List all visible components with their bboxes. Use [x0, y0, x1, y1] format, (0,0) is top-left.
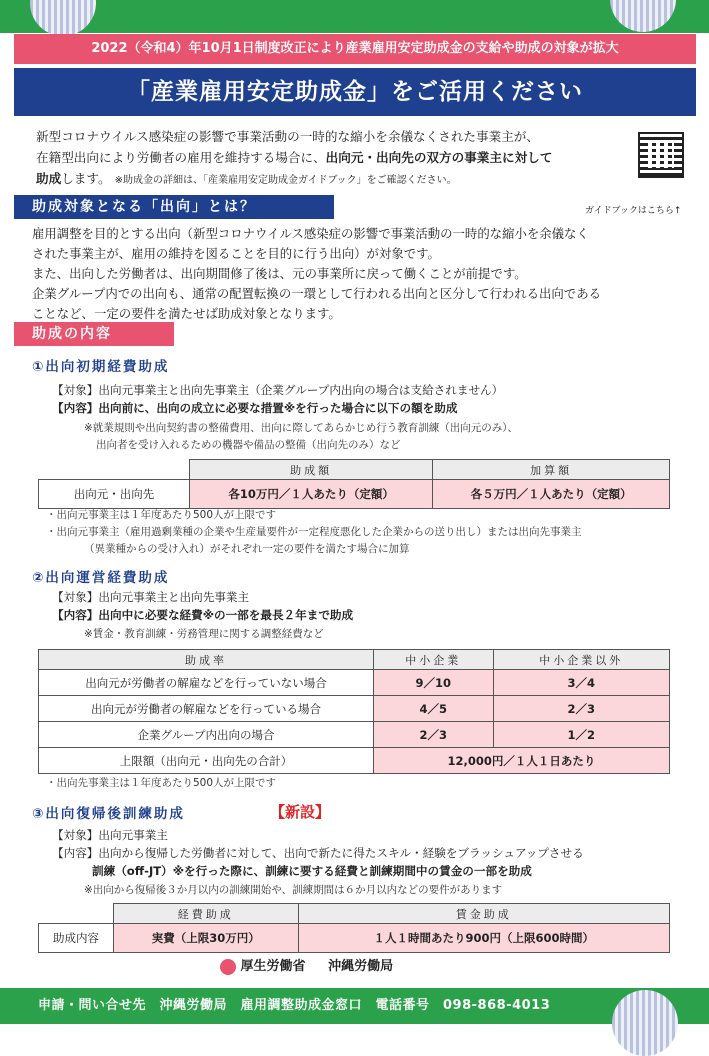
intro-text [36, 126, 636, 191]
decorative-circle [612, 990, 678, 1056]
top-green-bar [0, 0, 709, 33]
table-header: 経費助成 [114, 904, 299, 924]
intro-line: 新型コロナウイルス感染症の影響で事業活動の一時的な縮小を余儀なくされた事業主が、 [36, 129, 539, 144]
table-cell: 9／10 [374, 670, 494, 696]
table-cell: 実費（上限30万円） [114, 924, 299, 953]
table-row-label: 助成内容 [39, 924, 114, 953]
table-operating-costs [38, 649, 670, 774]
sub1-after: ・出向元事業主は１年度あたり500人が上限です [46, 509, 277, 521]
section-heading-shukko: 助成対象となる「出向」とは？ [14, 195, 334, 219]
sub3-taisho: 【対象】出向元事業主 [52, 828, 168, 842]
subheading-3: ③出向復帰後訓練助成 [32, 806, 185, 822]
body-line: ことなど、一定の要件を満たせば助成対象となります。 [32, 306, 341, 321]
footer-contact: 申請・問い合せ先 沖縄労働局 雇用調整助成金窓口 電話番号 098-868-4013 [0, 988, 709, 1024]
intro-note: ※助成金の詳細は、「産業雇用安定助成金ガイドブック」をご確認ください。 [114, 175, 457, 186]
sub1-after: （異業種からの受け入れ）がそれぞれ一定の要件を満たす場合に加算 [84, 543, 410, 555]
new-badge: 【新設】 [270, 803, 331, 821]
table-header: 中小企業 [374, 650, 494, 670]
ministry-name: 厚生労働省 [240, 959, 306, 974]
table-cell: 1／2 [493, 722, 669, 748]
body-line: された事業主が、雇用の維持を図ることを目的に行う出向）が対象です。 [32, 246, 440, 261]
table-header: 助成額 [190, 460, 433, 480]
table-cell: 3／4 [493, 670, 669, 696]
table-header: 助成率 [39, 650, 374, 670]
table-cell: 2／3 [493, 696, 669, 722]
sub1-note: ※就業規則や出向契約書の整備費用、出向に際してあらかじめ行う教育訓練（出向元のみ）、 [84, 422, 519, 434]
table-row-label: 出向元が労働者の解雇などを行っている場合 [39, 696, 374, 722]
table-row-label: 出向元が労働者の解雇などを行っていない場合 [39, 670, 374, 696]
page-title: 「産業雇用安定助成金」をご活用ください [14, 68, 696, 116]
bureau-name: 沖縄労働局 [328, 959, 394, 974]
intro-emphasis: 出向元・出向先の双方の事業主に対して [325, 150, 553, 165]
subheading-1: ①出向初期経費助成 [32, 359, 170, 375]
body-line: 雇用調整を目的とする出向（新型コロナウイルス感染症の影響で事業活動の一時的な縮小を余儀なく [32, 226, 589, 241]
table-cell: 12,000円／１人１日あたり [374, 748, 670, 774]
table-cell: 2／3 [374, 722, 494, 748]
table-cell: 各10万円／１人あたり（定額） [190, 480, 433, 509]
table-header: 加算額 [433, 460, 670, 480]
ministry-emblem-icon [220, 959, 236, 975]
subheading-2: ②出向運営経費助成 [32, 570, 170, 586]
body-line: 企業グループ内での出向も、通常の配置転換の一環として行われる出向と区分して行われる出向である [32, 286, 601, 301]
intro-emphasis: 助成 [36, 171, 62, 186]
section-heading-naiyo: 助成の内容 [14, 322, 174, 346]
table-header: 賃金助成 [298, 904, 670, 924]
banner: 2022（令和4）年10月1日制度改正により産業雇用安定助成金の支給や助成の対象が拡大 [14, 34, 696, 64]
sub2-naiyo: 【内容】出向中に必要な経費※の一部を最長２年まで助成 [52, 608, 354, 622]
sub3-naiyo: 訓練（off-JT）※を行った際に、訓練に要する経費と訓練期間中の賃金の一部を助成 [92, 864, 532, 878]
section-shukko-body [32, 224, 682, 324]
body-line: また、出向した労働者は、出向期間修了後は、元の事業所に戻って働くことが前提です。 [32, 266, 527, 281]
ministry-logo [220, 955, 393, 975]
table-corner [39, 460, 190, 480]
intro-text-part: 在籍型出向により労働者の雇用を維持する場合に、 [36, 150, 326, 165]
sub1-after: ・出向元事業主（雇用過剰業種の企業や生産量要件が一定程度悪化した企業からの送り出し）または出向先事業主 [46, 526, 582, 538]
intro-text-part: します。 [61, 171, 111, 186]
intro-line [36, 147, 636, 168]
table-return-training [38, 903, 670, 953]
table-cell: 各５万円／１人あたり（定額） [433, 480, 670, 509]
table-cell: 4／5 [374, 696, 494, 722]
sub2-after: ・出向先事業主は１年度あたり500人が上限です [46, 777, 277, 789]
sub1-note: 出向者を受け入れるための機器や備品の整備（出向先のみ）など [96, 439, 401, 451]
table-row-label: 出向元・出向先 [39, 480, 190, 509]
table-header: 中小企業以外 [493, 650, 669, 670]
table-initial-costs [38, 459, 670, 509]
sub1-taisho: 【対象】出向元事業主と出向先事業主（企業グループ内出向の場合は支給されません） [52, 383, 504, 397]
sub3-note: ※出向から復帰後３か月以内の訓練開始や、訓練期間は６か月以内などの要件があります [84, 884, 503, 896]
table-corner [39, 904, 114, 924]
sub3-naiyo: 【内容】出向から復帰した労働者に対して、出向で新たに得たスキル・経験をブラッシュアップさせる [52, 846, 584, 860]
sub1-naiyo: 【内容】出向前に、出向の成立に必要な措置※を行った場合に以下の額を助成 [52, 401, 458, 415]
guidebook-link[interactable]: ガイドブックはこちら↑ [585, 206, 682, 216]
sub2-taisho: 【対象】出向元事業主と出向先事業主 [52, 590, 250, 604]
sub2-note: ※賃金・教育訓練・労務管理に関する調整経費など [84, 628, 324, 640]
intro-line [36, 168, 636, 191]
table-row-label: 企業グループ内出向の場合 [39, 722, 374, 748]
table-cell: １人１時間あたり900円（上限600時間） [298, 924, 670, 953]
qr-code[interactable] [638, 132, 684, 178]
table-row-label: 上限額（出向元・出向先の合計） [39, 748, 374, 774]
